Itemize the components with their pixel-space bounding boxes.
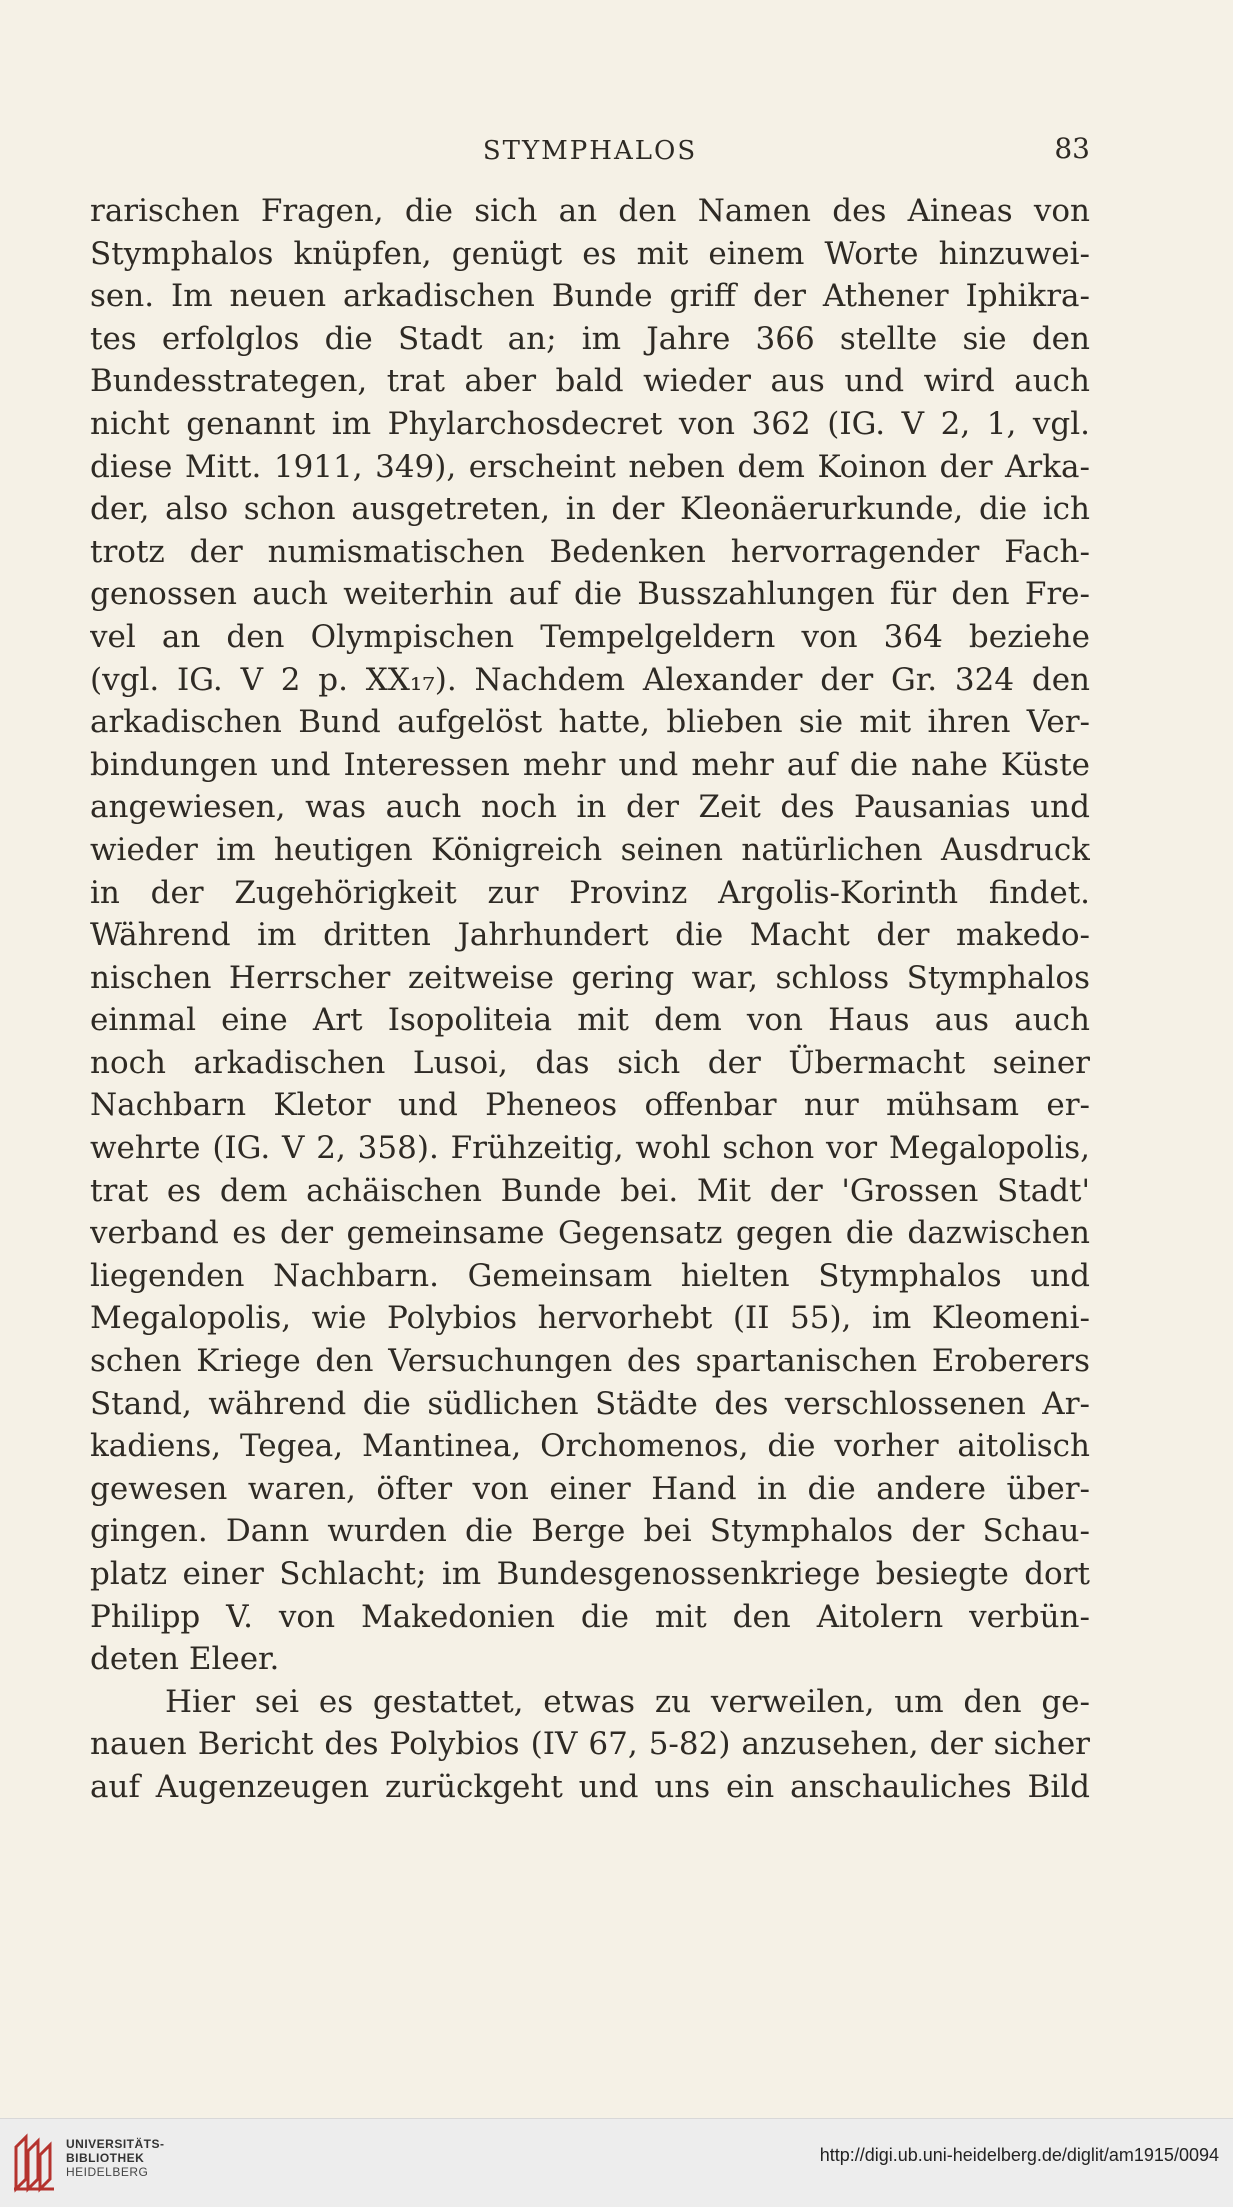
library-name-line: UNIVERSITÄTS- — [66, 2137, 165, 2151]
library-name-line: HEIDELBERG — [66, 2165, 149, 2179]
body-text — [90, 190, 1090, 1809]
text-line: trat es dem achäischen Bunde bei. Mit der 'Grossen Stadt' — [90, 1172, 1090, 1209]
text-line: noch arkadischen Lusoi, das sich der Übermacht seiner — [90, 1044, 1090, 1081]
text-line: Stand, während die südlichen Städte des verschlossenen Ar- — [90, 1385, 1090, 1422]
text-line: rarischen Fragen, die sich an den Namen des Aineas von — [90, 193, 1090, 229]
text-line: schen Kriege den Versuchungen des spartanischen Eroberers — [90, 1343, 1090, 1380]
text-line: (vgl. IG. V 2 p. XX₁₇). Nachdem Alexander der Gr. 324 den — [90, 661, 1090, 698]
page-number: 83 — [1054, 132, 1090, 165]
permalink-url[interactable]: http://digi.ub.uni-heidelberg.de/diglit/am1915/0094 — [819, 2145, 1219, 2165]
text-line: wehrte (IG. V 2, 358). Frühzeitig, wohl schon vor Megalopolis, — [90, 1130, 1090, 1167]
text-line: sen. Im neuen arkadischen Bunde griff der Athener Iphikra- — [90, 278, 1090, 315]
text-line: Während im dritten Jahrhundert die Macht der makedo- — [90, 917, 1090, 954]
text-line: trotz der numismatischen Bedenken hervorragender Fach- — [90, 533, 1090, 570]
text-line: verband es der gemeinsame Gegensatz gegen die dazwischen — [90, 1215, 1090, 1252]
library-name-line: BIBLIOTHEK — [66, 2151, 145, 2165]
text-line: diese Mitt. 1911, 349), erscheint neben dem Koinon der Arka- — [90, 448, 1090, 485]
text-line: nicht genannt im Phylarchosdecret von 362 (IG. V 2, 1, vgl. — [90, 405, 1090, 442]
text-line: Philipp V. von Makedonien die mit den Aitolern verbün- — [90, 1598, 1090, 1635]
text-line: bindungen und Interessen mehr und mehr auf die nahe Küste — [90, 746, 1090, 783]
university-library-logo-icon — [12, 2133, 58, 2193]
text-line: deten Eleer. — [90, 1641, 280, 1678]
text-line: platz einer Schlacht; im Bundesgenossenkriege besiegte dort — [90, 1556, 1090, 1592]
text-line: Bundesstrategen, trat aber bald wieder aus und wird auch — [90, 363, 1090, 400]
text-line: wieder im heutigen Königreich seinen natürlichen Ausdruck — [90, 831, 1090, 868]
running-title: STYMPHALOS — [482, 136, 698, 166]
viewer-footer — [0, 2118, 1233, 2207]
text-line: gingen. Dann wurden die Berge bei Stymphalos der Schau- — [90, 1513, 1090, 1550]
text-line: genossen auch weiterhin auf die Busszahlungen für den Fre- — [90, 576, 1090, 613]
text-line: auf Augenzeugen zurückgeht und uns ein anschauliches Bild — [90, 1768, 1090, 1805]
text-line: nischen Herrscher zeitweise gering war, schloss Stymphalos — [90, 959, 1090, 996]
text-line: kadiens, Tegea, Mantinea, Orchomenos, die vorher aitolisch — [90, 1428, 1090, 1465]
text-line: Stymphalos knüpfen, genügt es mit einem Worte hinzuwei- — [90, 235, 1090, 272]
running-head — [90, 130, 1090, 170]
library-name — [66, 2137, 165, 2179]
text-line: vel an den Olympischen Tempelgeldern von 364 beziehe — [90, 618, 1090, 655]
text-line: Nachbarn Kletor und Pheneos offenbar nur mühsam er- — [90, 1087, 1090, 1124]
text-line: Hier sei es gestattet, etwas zu verweilen, um den ge- — [165, 1683, 1090, 1720]
text-line: in der Zugehörigkeit zur Provinz Argolis-Korinth findet. — [90, 874, 1090, 911]
text-line: arkadischen Bund aufgelöst hatte, blieben sie mit ihren Ver- — [90, 704, 1090, 741]
text-line: gewesen waren, öfter von einer Hand in die andere über- — [90, 1470, 1090, 1507]
text-line: nauen Bericht des Polybios (IV 67, 5-82) anzusehen, der sicher — [90, 1726, 1090, 1763]
text-line: angewiesen, was auch noch in der Zeit des Pausanias und — [90, 789, 1090, 826]
text-line: tes erfolglos die Stadt an; im Jahre 366 stellte sie den — [90, 320, 1090, 357]
text-line: Megalopolis, wie Polybios hervorhebt (II 55), im Kleomeni- — [90, 1300, 1090, 1337]
text-line: der, also schon ausgetreten, in der Kleonäerurkunde, die ich — [90, 491, 1090, 528]
text-line: liegenden Nachbarn. Gemeinsam hielten Stymphalos und — [90, 1257, 1090, 1294]
text-line: einmal eine Art Isopoliteia mit dem von Haus aus auch — [90, 1002, 1090, 1039]
